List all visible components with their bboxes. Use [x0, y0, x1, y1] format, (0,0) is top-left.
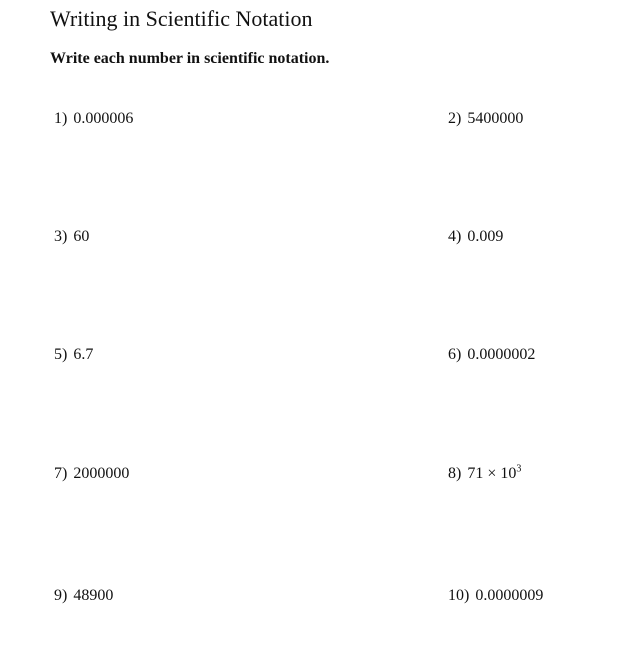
problem-value: 60	[73, 228, 90, 245]
problem-number: 9)	[54, 587, 68, 604]
problem-number: 3)	[54, 228, 68, 245]
problem-7	[54, 463, 129, 485]
problem-value: 2000000	[73, 465, 130, 482]
problem-3	[54, 226, 89, 248]
worksheet-title: Writing in Scientific Notation	[50, 6, 313, 31]
problem-number: 10)	[448, 587, 470, 604]
problem-number: 1)	[54, 110, 68, 127]
problem-8	[448, 463, 521, 485]
problem-value: 0.000006	[73, 110, 134, 127]
problem-10	[448, 585, 543, 607]
problem-9	[54, 585, 113, 607]
problem-number: 5)	[54, 346, 68, 363]
problem-4	[448, 226, 503, 248]
problem-number: 6)	[448, 346, 462, 363]
problem-value: 48900	[73, 587, 114, 604]
problem-2	[448, 108, 523, 130]
problem-value: 6.7	[73, 346, 94, 363]
problem-value: 0.009	[467, 228, 504, 245]
worksheet-instructions: Write each number in scientific notation.	[50, 50, 330, 67]
problem-6	[448, 344, 535, 366]
problem-value: 0.0000009	[475, 587, 544, 604]
problem-value-base: 71 × 10	[467, 465, 517, 482]
problem-5	[54, 344, 93, 366]
problem-number: 7)	[54, 465, 68, 482]
problem-number: 2)	[448, 110, 462, 127]
problem-value: 0.0000002	[467, 346, 536, 363]
problem-number: 8)	[448, 465, 462, 482]
problem-1	[54, 108, 133, 130]
problem-value: 5400000	[467, 110, 524, 127]
problem-value-exponent: 3	[516, 463, 522, 475]
problem-number: 4)	[448, 228, 462, 245]
